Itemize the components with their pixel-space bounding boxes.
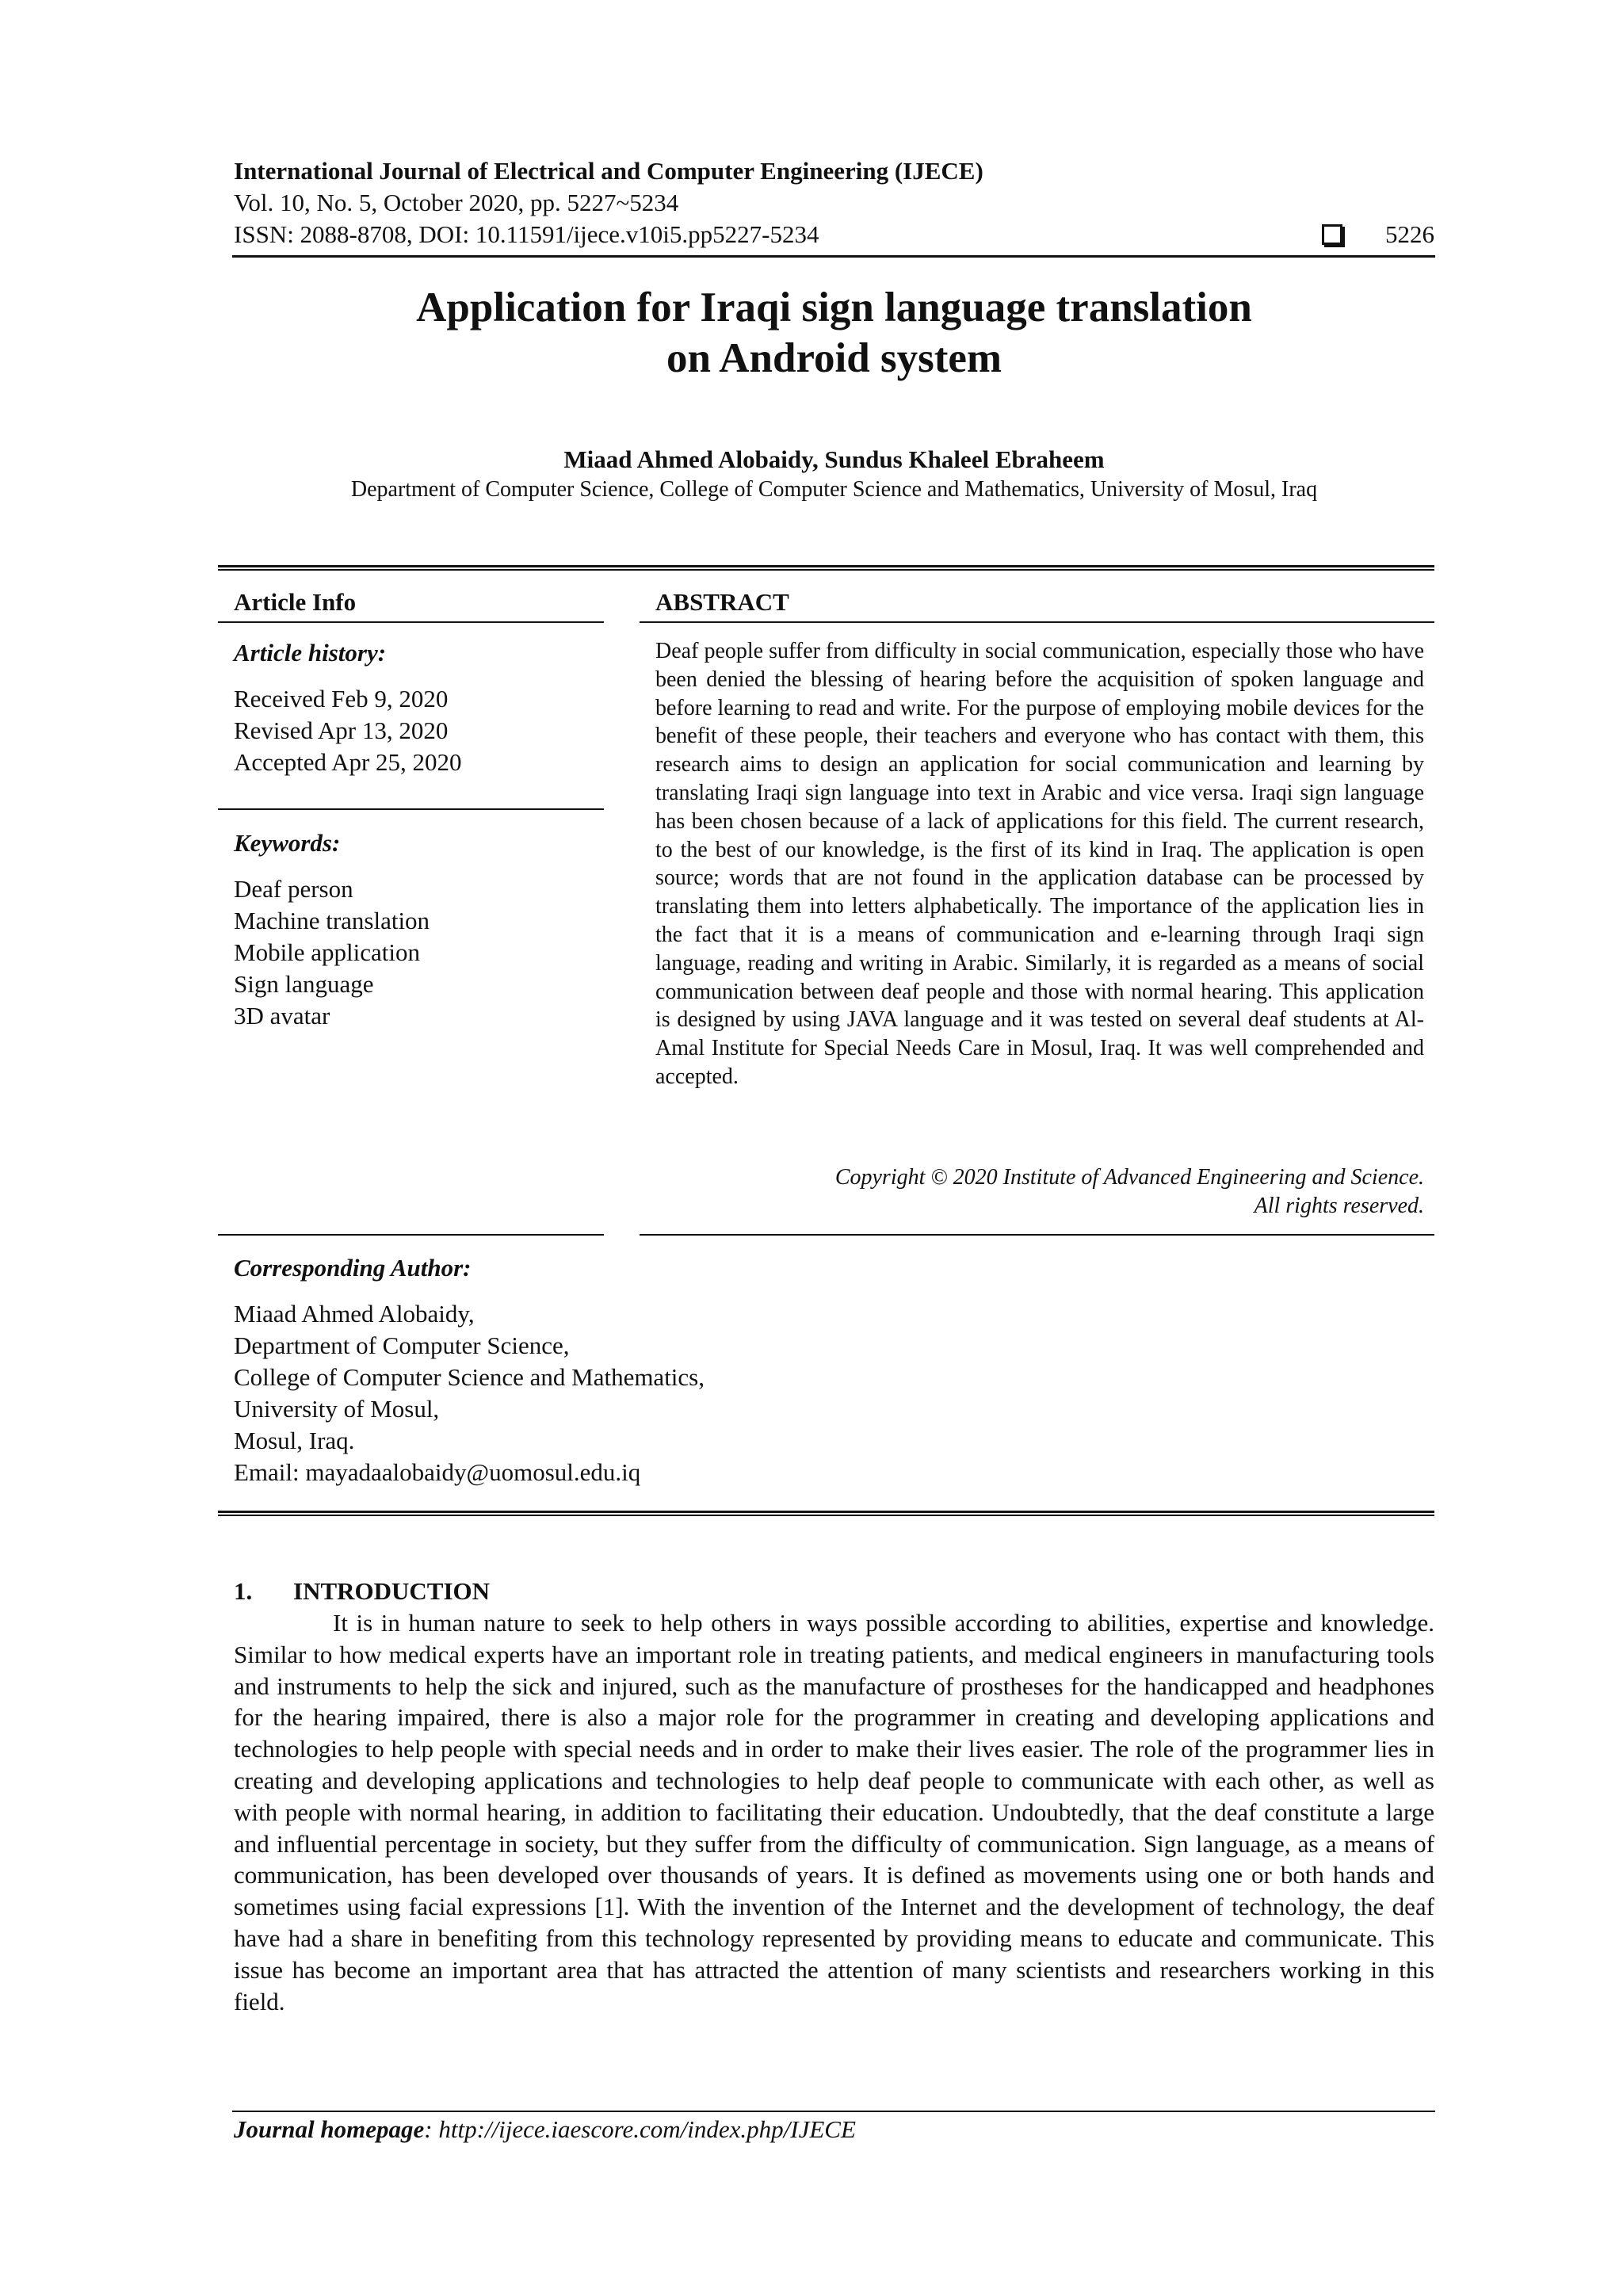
keyword-item: 3D avatar bbox=[234, 1002, 330, 1030]
history-accepted: Accepted Apr 25, 2020 bbox=[234, 748, 462, 776]
copyright-line-2: All rights reserved. bbox=[1254, 1194, 1424, 1218]
corresponding-author-university: University of Mosul, bbox=[234, 1395, 440, 1423]
header-rule bbox=[232, 255, 1435, 258]
section-title: INTRODUCTION bbox=[293, 1577, 491, 1605]
abstract-heading: ABSTRACT bbox=[655, 588, 789, 616]
corresponding-author-dept: Department of Computer Science, bbox=[234, 1331, 570, 1359]
corresponding-author-college: College of Computer Science and Mathematics, bbox=[234, 1363, 705, 1391]
info-bottom-rule-right bbox=[640, 1234, 1434, 1236]
article-info-heading-block bbox=[234, 586, 598, 618]
homepage-url[interactable]: http://ijece.iaescore.com/index.php/IJECE bbox=[438, 2115, 856, 2143]
copyright-line-1: Copyright © 2020 Institute of Advanced Engineering and Science. bbox=[834, 1165, 1424, 1190]
keyword-item: Sign language bbox=[234, 970, 374, 998]
paper-title bbox=[234, 282, 1434, 384]
history-revised: Revised Apr 13, 2020 bbox=[234, 716, 449, 744]
info-bottom-rule-left bbox=[218, 1234, 604, 1236]
article-history-list bbox=[234, 683, 598, 778]
introduction-paragraph: It is in human nature to seek to help others in ways possible according to abilities, expertise and knowledge. Similar to how medical experts have an important role in treating patients, and medical engineers in manufacturing tools and instruments to help the sick and injured, such as the manufacture of prostheses for the handicapped and headphones for the hearing impaired, there is also a major role for the programmer in creating and developing applications and technologies to help people with special needs and in order to make their lives easier. The role of the programmer lies in creating and developing applications and technologies to help deaf people to communicate with each other, as well as with people with normal hearing, in addition to facilitating their education. Undoubtedly, that the deaf constitute a large and influential percentage in society, but they suffer from the difficulty of communication. Sign language, as a means of communication, has been developed over thousands of years. It is defined as movements using one or both hands and sometimes using facial expressions [1]. With the invention of the Internet and the development of technology, the deaf have had a share in benefiting from this technology represented by providing means to educate and communicate. This issue has become an important area that has attracted the attention of many scientists and researchers working in this field. bbox=[234, 1609, 1434, 2015]
paper-title-line-1: Application for Iraqi sign language translation bbox=[416, 285, 1252, 330]
corresponding-author-block bbox=[234, 1252, 1264, 1488]
paper-title-line-2: on Android system bbox=[666, 335, 1002, 381]
journal-issn-doi: ISSN: 2088-8708, DOI: 10.11591/ijece.v10i5.pp5227-5234 bbox=[234, 220, 819, 248]
keywords-heading: Keywords: bbox=[234, 829, 341, 857]
introduction-heading bbox=[234, 1576, 490, 1607]
page-number: 5226 bbox=[1385, 220, 1434, 248]
corresponding-author-city: Mosul, Iraq. bbox=[234, 1427, 355, 1454]
author-affiliation: Department of Computer Science, College of Computer Science and Mathematics, University of Mosul, Iraq bbox=[350, 477, 1318, 502]
keyword-item: Deaf person bbox=[234, 875, 353, 903]
page-number-block bbox=[1314, 219, 1434, 250]
homepage-label: Journal homepage bbox=[234, 2115, 425, 2143]
corresponding-author-email: Email: mayadaalobaidy@uomosul.edu.iq bbox=[234, 1458, 641, 1486]
keyword-item: Machine translation bbox=[234, 907, 430, 934]
corresponding-author-details bbox=[234, 1298, 1264, 1488]
abstract-heading-block bbox=[655, 586, 1424, 618]
abstract-rule bbox=[640, 621, 1434, 623]
section-number: 1. bbox=[234, 1577, 253, 1605]
keyword-item: Mobile application bbox=[234, 938, 421, 966]
history-received: Received Feb 9, 2020 bbox=[234, 685, 449, 712]
corresponding-author-heading: Corresponding Author: bbox=[234, 1254, 472, 1282]
shadow-box-icon bbox=[1322, 224, 1342, 245]
history-keywords-rule bbox=[218, 808, 604, 810]
journal-homepage-footer: Journal homepage: http://ijece.iaescore.com/index.php/IJECE bbox=[234, 2115, 856, 2143]
author-list: Miaad Ahmed Alobaidy, Sundus Khaleel Ebraheem bbox=[563, 445, 1105, 473]
info-top-double-rule bbox=[218, 565, 1434, 571]
keywords-block bbox=[234, 827, 598, 1032]
journal-volume: Vol. 10, No. 5, October 2020, pp. 5227~5234 bbox=[234, 189, 679, 216]
copyright-notice bbox=[655, 1163, 1424, 1221]
article-history-heading: Article history: bbox=[234, 639, 387, 667]
article-info-rule bbox=[218, 621, 604, 623]
corresponding-author-name: Miaad Ahmed Alobaidy, bbox=[234, 1300, 475, 1328]
info-end-double-rule bbox=[218, 1511, 1434, 1516]
footer-rule bbox=[232, 2111, 1435, 2112]
journal-name: International Journal of Electrical and Computer Engineering (IJECE) bbox=[234, 157, 983, 185]
keywords-list bbox=[234, 873, 598, 1032]
article-info-heading: Article Info bbox=[234, 588, 357, 616]
abstract-text: Deaf people suffer from difficulty in social communication, especially those who have been denied the blessing of hearing before the acquisition of spoken language and before learning to read and write. For the purpose of employing mobile devices for the benefit of these people, their teachers and everyone who has contact with them, this research aims to design an application for social communication and learning by translating Iraqi sign language into text in Arabic and vice versa. Iraqi sign language has been chosen because of a lack of applications for this field. The current research, to the best of our knowledge, is the first of its kind in Iraq. The application is open source; words that are not found in the application database can be processed by translating them into letters alphabetically. The importance of the application lies in the fact that it is a means of communication and e-learning through Iraqi sign language, reading and writing in Arabic. Similarly, it is regarded as a means of social communication between deaf people and those with normal hearing. This application is designed by using JAVA language and it was tested on several deaf students at Al-Amal Institute for Special Needs Care in Mosul, Iraq. It was well comprehended and accepted. bbox=[655, 639, 1424, 1089]
article-history-block bbox=[234, 637, 598, 778]
